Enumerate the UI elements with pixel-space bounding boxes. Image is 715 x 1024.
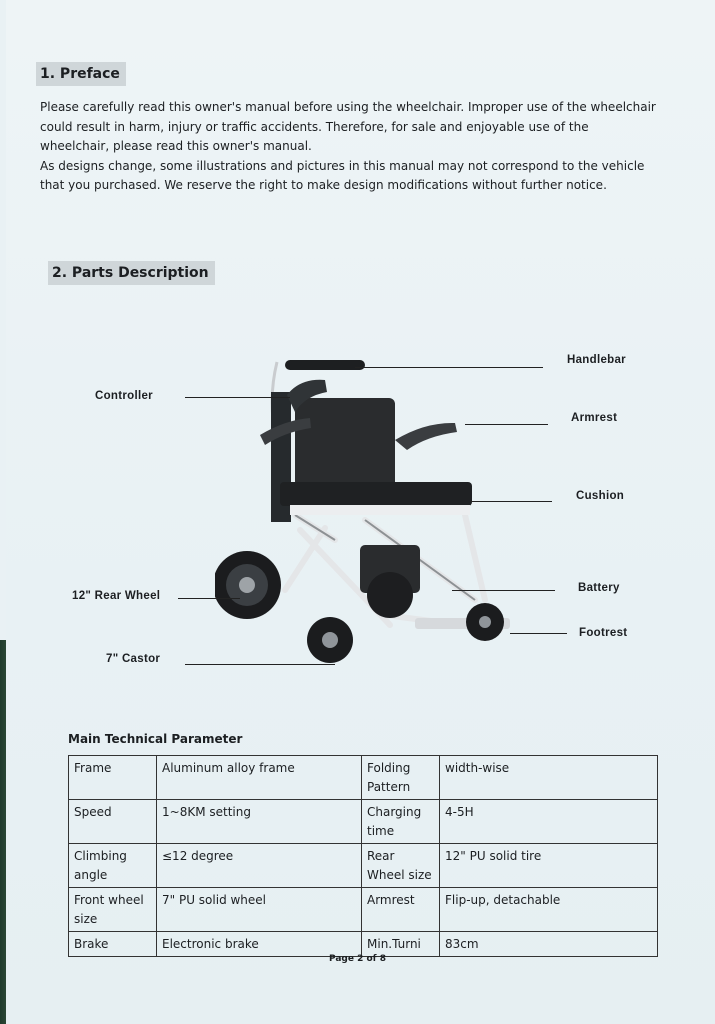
page-number: Page 2 of 8 bbox=[329, 954, 386, 964]
table-row bbox=[69, 932, 658, 957]
cushion-leader-line bbox=[470, 501, 552, 502]
spec-value: width-wise bbox=[440, 756, 658, 800]
spec-value: 7" PU solid wheel bbox=[157, 888, 362, 932]
spec-table-title: Main Technical Parameter bbox=[68, 732, 243, 746]
spec-table bbox=[68, 755, 658, 957]
label-armrest: Armrest bbox=[571, 412, 618, 424]
spec-label: Charging time bbox=[362, 800, 440, 844]
preface-paragraph-1: Please carefully read this owner's manual before using the wheelchair. Improper use of the wheelchair could result in harm, injury or traffic accidents. Therefore, for sale and enjoyable use of the wheelchair, please read this owner's manual. bbox=[40, 100, 656, 153]
spec-label: Climbing angle bbox=[69, 844, 157, 888]
spec-value: ≤12 degree bbox=[157, 844, 362, 888]
label-controller: Controller bbox=[95, 390, 153, 402]
label-castor: 7" Castor bbox=[106, 653, 161, 665]
spec-value: 12" PU solid tire bbox=[440, 844, 658, 888]
table-row bbox=[69, 800, 658, 844]
spec-value: Aluminum alloy frame bbox=[157, 756, 362, 800]
table-row bbox=[69, 844, 658, 888]
label-footrest: Footrest bbox=[579, 627, 628, 639]
preface-text bbox=[40, 98, 660, 196]
table-row bbox=[69, 888, 658, 932]
preface-paragraph-2: As designs change, some illustrations and pictures in this manual may not correspond to the vehicle that you purchased. We reserve the right to make design modifications without further notice. bbox=[40, 158, 645, 192]
footrest-leader-line bbox=[510, 633, 567, 634]
preface-heading: 1. Preface bbox=[36, 62, 126, 86]
table-row bbox=[69, 756, 658, 800]
spec-value: 4-5H bbox=[440, 800, 658, 844]
label-rear-wheel: 12" Rear Wheel bbox=[72, 590, 161, 602]
spec-label: Front wheel size bbox=[69, 888, 157, 932]
spec-label: Min.Turni bbox=[362, 932, 440, 957]
controller-leader-line bbox=[185, 397, 290, 398]
spec-value: 83cm bbox=[440, 932, 658, 957]
wheelchair-illustration bbox=[215, 350, 515, 685]
spec-label: Armrest bbox=[362, 888, 440, 932]
label-handlebar: Handlebar bbox=[567, 354, 626, 366]
parts-heading: 2. Parts Description bbox=[48, 261, 215, 285]
armrest-leader-line bbox=[465, 424, 548, 425]
spec-value: 1~8KM setting bbox=[157, 800, 362, 844]
spec-value: Flip-up, detachable bbox=[440, 888, 658, 932]
handlebar-leader-line bbox=[355, 367, 543, 368]
spec-label: Folding Pattern bbox=[362, 756, 440, 800]
label-battery: Battery bbox=[578, 582, 620, 594]
battery-leader-line bbox=[452, 590, 555, 591]
spec-label: Rear Wheel size bbox=[362, 844, 440, 888]
castor-leader-line bbox=[185, 664, 335, 665]
label-cushion: Cushion bbox=[576, 490, 625, 502]
spec-label: Speed bbox=[69, 800, 157, 844]
spec-label: Frame bbox=[69, 756, 157, 800]
rear-wheel-leader-line bbox=[178, 598, 240, 599]
spec-value: Electronic brake bbox=[157, 932, 362, 957]
spec-label: Brake bbox=[69, 932, 157, 957]
